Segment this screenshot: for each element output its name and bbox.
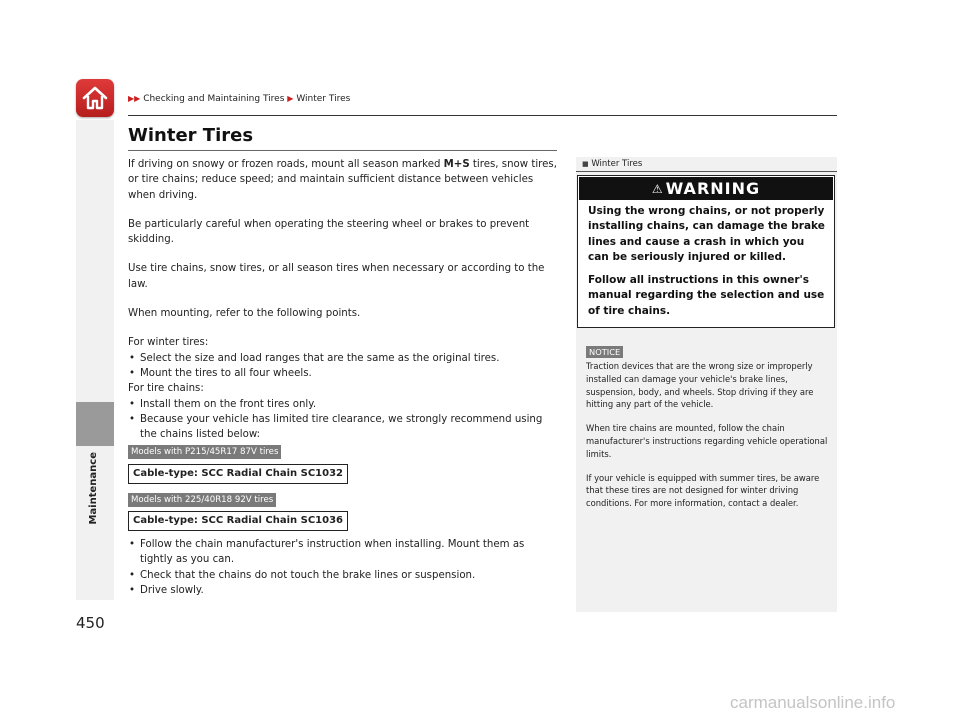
home-button[interactable] (76, 79, 114, 117)
intro-text: If driving on snowy or frozen roads, mount all season marked (128, 159, 444, 170)
notice-paragraph: Traction devices that are the wrong size or improperly installed can damage your vehicle's brake lines, suspension, body, and wheels. Stop driving if they are hitting any part of the vehicle. (586, 361, 814, 410)
list-item: • Drive slowly. (128, 583, 560, 598)
notice-paragraph: When tire chains are mounted, follow the chain manufacturer's instructions regarding vehicle operational limits. (586, 423, 828, 459)
caution-paragraph: Be particularly careful when operating the steering wheel or brakes to prevent skidding. (128, 218, 530, 246)
notice-badge: NOTICE (586, 346, 623, 358)
warning-paragraph: Follow all instructions in this owner's manual regarding the selection and use of tire chains. (588, 274, 825, 317)
sidebar-divider (576, 171, 837, 172)
law-paragraph: Use tire chains, snow tires, or all season tires when necessary or according to the law. (128, 263, 545, 290)
watermark: carmanualsonline.info (730, 693, 896, 712)
warning-text (588, 204, 826, 327)
breadcrumb-arrow-icon: ▶▶ (128, 94, 141, 103)
notice-paragraph: If your vehicle is equipped with summer tires, be aware that these tires are not designed for winter driving conditions. For more information, contact a dealer. (586, 472, 820, 509)
mounting-paragraph: When mounting, refer to the following points. (128, 308, 361, 320)
tire-chains-heading: For tire chains: (128, 383, 204, 395)
chain-spec-box: Cable-type: SCC Radial Chain SC1036 (128, 511, 348, 531)
list-item: • Check that the chains do not touch the brake lines or suspension. (128, 568, 560, 583)
chain-spec-box: Cable-type: SCC Radial Chain SC1032 (128, 464, 348, 484)
note-icon: ■ (582, 160, 589, 168)
notice-text (586, 360, 830, 521)
header-divider (128, 115, 837, 116)
winter-tires-list (128, 351, 560, 382)
winter-tires-heading: For winter tires: (128, 337, 209, 349)
page-title: Winter Tires (128, 125, 254, 146)
intro-text-cont: tires, snow tires, or tire chains; reduce speed; and maintain sufficient distance between vehicles when driving. (128, 159, 557, 201)
breadcrumb (128, 94, 350, 104)
ms-mark: M+S (443, 159, 470, 170)
list-item: • Because your vehicle has limited tire clearance, we strongly recommend using the chains listed below: (128, 412, 560, 443)
intro-paragraph (128, 157, 560, 203)
model-block (128, 442, 560, 489)
side-strip (76, 120, 114, 600)
chain-instructions-list (128, 537, 560, 598)
list-item: • Mount the tires to all four wheels. (128, 366, 560, 381)
list-item: • Select the size and load ranges that are the same as the original tires. (128, 351, 560, 366)
warning-header (579, 177, 833, 200)
home-icon (81, 84, 109, 112)
model-tag: Models with P215/45R17 87V tires (128, 445, 281, 459)
sidebar-heading-text: Winter Tires (591, 159, 643, 169)
warning-triangle-icon: ⚠ (651, 182, 664, 196)
list-item: • Install them on the front tires only. (128, 397, 560, 412)
main-content (128, 157, 560, 598)
breadcrumb-item[interactable]: Winter Tires (296, 94, 351, 104)
warning-paragraph: Using the wrong chains, or not properly installing chains, can damage the brake lines and cause a crash in which you can be seriously injured or killed. (588, 205, 825, 263)
title-divider (128, 150, 557, 151)
model-block (128, 490, 560, 537)
warning-box (577, 175, 835, 328)
breadcrumb-item[interactable]: Checking and Maintaining Tires (143, 94, 285, 104)
sidebar-heading (582, 159, 642, 169)
tire-chains-list (128, 397, 560, 443)
warning-label: WARNING (665, 179, 761, 198)
breadcrumb-arrow-icon: ▶ (287, 94, 294, 103)
section-tab[interactable] (76, 402, 114, 446)
list-item: • Follow the chain manufacturer's instruction when installing. Mount them as tightly as you can. (128, 537, 560, 568)
section-tab-label: Maintenance (88, 452, 99, 525)
model-tag: Models with 225/40R18 92V tires (128, 493, 276, 507)
sidebar-notes (576, 157, 837, 612)
page-number: 450 (76, 614, 105, 632)
